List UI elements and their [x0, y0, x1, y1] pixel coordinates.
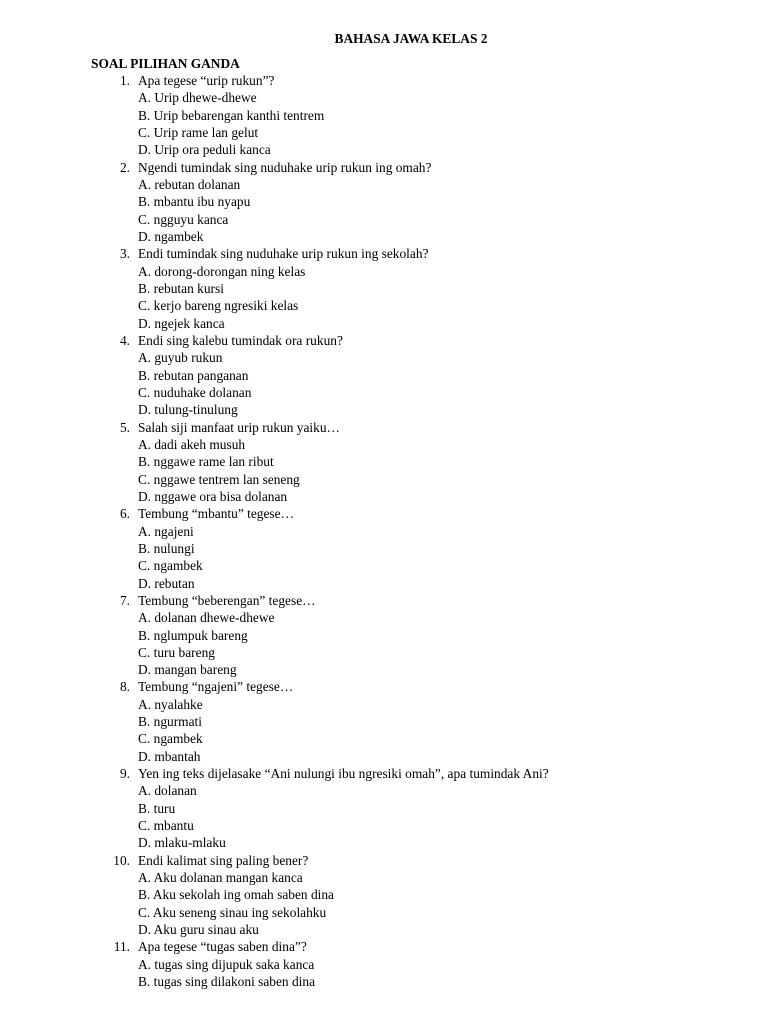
answer-option: B. mbantu ibu nyapu — [138, 194, 251, 210]
question-item — [0, 678, 768, 765]
question-item — [0, 159, 768, 246]
answer-option: C. nuduhake dolanan — [138, 384, 252, 400]
answer-option: A. guyub rukun — [138, 350, 223, 366]
option-list — [0, 609, 768, 678]
question-line — [0, 245, 768, 262]
question-number: 8. — [119, 679, 130, 695]
answer-option: B. rebutan panganan — [138, 367, 249, 383]
answer-option: D. rebutan — [138, 575, 195, 591]
answer-option: C. ngambek — [138, 731, 203, 747]
question-number: 7. — [119, 592, 130, 608]
option-list — [0, 782, 768, 851]
option-list — [0, 869, 768, 938]
question-list — [0, 72, 768, 990]
option-list — [0, 696, 768, 765]
question-text: Ngendi tumindak sing nuduhake urip rukun ing omah? — [138, 159, 432, 175]
question-line — [0, 159, 768, 176]
answer-option: D. mlaku-mlaku — [138, 835, 226, 851]
document-title: BAHASA JAWA KELAS 2 — [334, 31, 488, 46]
answer-option: B. rebutan kursi — [138, 280, 224, 296]
question-number: 5. — [119, 419, 130, 435]
answer-option: B. ngurmati — [138, 714, 202, 730]
question-text: Endi kalimat sing paling bener? — [138, 852, 309, 868]
answer-option: A. dolanan — [138, 783, 197, 799]
option-list — [0, 956, 768, 991]
answer-option: B. nglumpuk bareng — [138, 627, 248, 643]
answer-option: C. nggawe tentrem lan seneng — [138, 471, 300, 487]
question-line — [0, 765, 768, 782]
question-number: 2. — [119, 159, 130, 175]
answer-option: B. tugas sing dilakoni saben dina — [138, 974, 316, 990]
answer-option: A. rebutan dolanan — [138, 176, 241, 192]
answer-option: C. turu bareng — [138, 644, 215, 660]
option-list — [0, 263, 768, 332]
answer-option: D. tulung-tinulung — [138, 402, 238, 418]
question-number: 1. — [119, 73, 130, 88]
question-item — [0, 938, 768, 990]
question-number: 6. — [119, 506, 130, 522]
question-item — [0, 332, 768, 419]
question-line — [0, 852, 768, 869]
answer-option: A. dolanan dhewe-dhewe — [138, 610, 275, 626]
question-text: Endi sing kalebu tumindak ora rukun? — [138, 332, 343, 348]
question-line — [0, 505, 768, 522]
answer-option: D. nggawe ora bisa dolanan — [138, 488, 288, 504]
answer-option: D. mangan bareng — [138, 662, 237, 678]
answer-option: B. turu — [138, 800, 176, 816]
answer-option: A. dadi akeh musuh — [138, 436, 246, 452]
question-item — [0, 592, 768, 679]
question-number: 11. — [113, 939, 130, 955]
section-title: SOAL PILIHAN GANDA — [91, 56, 240, 71]
answer-option: D. ngambek — [138, 228, 204, 244]
question-text: Salah siji manfaat urip rukun yaiku… — [138, 419, 340, 435]
question-text: Apa tegese “urip rukun”? — [138, 73, 275, 88]
answer-option: A. Aku dolanan mangan kanca — [138, 870, 303, 886]
question-item — [0, 765, 768, 852]
answer-option: B. Aku sekolah ing omah saben dina — [138, 887, 334, 903]
option-list — [0, 436, 768, 505]
question-line — [0, 419, 768, 436]
answer-option: C. Aku seneng sinau ing sekolahku — [138, 904, 327, 920]
question-text: Tembung “ngajeni” tegese… — [138, 679, 294, 695]
question-line — [0, 678, 768, 695]
question-text: Yen ing teks dijelasake “Ani nulungi ibu ngresiki omah”, apa tumindak Ani? — [138, 766, 549, 782]
question-number: 9. — [119, 766, 130, 782]
answer-option: C. kerjo bareng ngresiki kelas — [138, 298, 299, 314]
question-text: Tembung “beberengan” tegese… — [138, 592, 316, 608]
question-line — [0, 332, 768, 349]
question-item — [0, 852, 768, 939]
question-item — [0, 505, 768, 592]
option-list — [0, 176, 768, 245]
answer-option: D. ngejek kanca — [138, 315, 225, 331]
answer-option: D. mbantah — [138, 748, 201, 764]
question-item — [0, 245, 768, 332]
question-number: 4. — [119, 332, 130, 348]
answer-option: B. Urip bebarengan kanthi tentrem — [138, 107, 325, 123]
answer-option: B. nggawe rame lan ribut — [138, 454, 274, 470]
answer-option: A. nyalahke — [138, 696, 203, 712]
answer-option: D. Urip ora peduli kanca — [138, 142, 271, 158]
option-list — [0, 89, 768, 158]
question-text: Endi tumindak sing nuduhake urip rukun ing sekolah? — [138, 246, 429, 262]
answer-option: D. Aku guru sinau aku — [138, 922, 259, 938]
question-line — [0, 72, 768, 89]
question-item — [0, 72, 768, 159]
question-line — [0, 592, 768, 609]
answer-option: A. dorong-dorongan ning kelas — [138, 263, 306, 279]
option-list — [0, 523, 768, 592]
answer-option: C. ngguyu kanca — [138, 211, 229, 227]
question-line — [0, 938, 768, 955]
answer-option: A. tugas sing dijupuk saka kanca — [138, 956, 315, 972]
question-text: Tembung “mbantu” tegese… — [138, 506, 294, 522]
question-number: 10. — [113, 852, 130, 868]
question-text: Apa tegese “tugas saben dina”? — [138, 939, 307, 955]
answer-option: C. Urip rame lan gelut — [138, 124, 259, 140]
answer-option: C. mbantu — [138, 818, 194, 834]
answer-option: C. ngambek — [138, 558, 203, 574]
option-list — [0, 349, 768, 418]
answer-option: B. nulungi — [138, 540, 195, 556]
answer-option: A. Urip dhewe-dhewe — [138, 90, 257, 106]
question-item — [0, 419, 768, 506]
question-number: 3. — [119, 246, 130, 262]
answer-option: A. ngajeni — [138, 523, 194, 539]
